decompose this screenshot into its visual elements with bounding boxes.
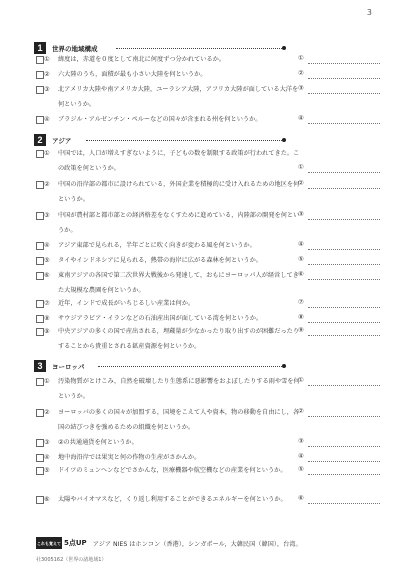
- answer-field[interactable]: [298, 82, 380, 96]
- question-text: 地中海沿岸では果実と何の作物の生産がさかんか。: [58, 454, 201, 461]
- question-number: ③: [44, 439, 50, 446]
- checkbox[interactable]: [36, 212, 44, 220]
- question-number: ⑧: [44, 315, 50, 322]
- question-number: ①: [44, 56, 50, 63]
- answer-line: [308, 416, 380, 417]
- question-number: ⑥: [44, 272, 50, 279]
- question-number: ④: [44, 242, 50, 249]
- answer-field[interactable]: [298, 161, 380, 175]
- answer-number: ②: [298, 69, 304, 77]
- checkbox[interactable]: [36, 300, 44, 308]
- question-text: ②の共通通貨を何というか。: [58, 439, 138, 446]
- tip-points: 5点UP: [64, 539, 87, 547]
- section-title: アジア: [52, 136, 72, 145]
- answer-number: ①: [298, 376, 304, 384]
- question-number: ③: [44, 212, 50, 219]
- checkbox[interactable]: [36, 328, 44, 336]
- question-text: 中国が農村部と都市部との経済格差をなくすために進めている，内陸部の開発を何というか。: [58, 212, 300, 234]
- question-text: アジア東部で見られる，半年ごとに吹く向きが変わる風を何というか。: [58, 242, 256, 249]
- answer-line: [308, 219, 380, 220]
- question-text: ドイツのミュンヘンなどでさかんな，医療機器や航空機などの産業を何というか。: [58, 467, 287, 474]
- question-text: タイやインドネシアに見られる，熱帯の海岸に広がる森林を何というか。: [58, 257, 262, 264]
- answer-field[interactable]: [298, 208, 380, 222]
- answer-field[interactable]: [298, 112, 380, 126]
- section-divider-dot: [282, 46, 286, 50]
- section-title: ヨーロッパ: [52, 362, 85, 371]
- answer-number: ⑦: [298, 298, 304, 306]
- answer-line: [308, 172, 380, 173]
- section-divider-dot: [282, 138, 286, 142]
- checkbox[interactable]: [36, 181, 44, 189]
- answer-number: ①: [298, 54, 304, 62]
- question-text: サウジアラビア・イランなどの石油産出国が面している湾を何というか。: [58, 315, 263, 322]
- section-divider: [116, 48, 282, 49]
- answer-line: [308, 249, 380, 250]
- page-number: 3: [366, 8, 372, 17]
- checkbox[interactable]: [36, 439, 44, 447]
- question-text: ヨーロッパの多くの国々が加盟する，国境をこえて人や資本，物の移動を自由にし，各国の結びつきを強めるための組織を何というか。: [58, 409, 300, 431]
- answer-line: [308, 264, 380, 265]
- checkbox[interactable]: [36, 116, 44, 124]
- answer-line: [308, 93, 380, 94]
- answer-number: ③: [298, 437, 304, 445]
- section-title: 世界の地域構成: [52, 44, 98, 53]
- checkbox[interactable]: [36, 86, 44, 94]
- section-divider: [86, 140, 282, 141]
- answer-field[interactable]: [298, 296, 380, 310]
- question-number: ②: [44, 71, 50, 78]
- answer-field[interactable]: [298, 463, 380, 477]
- answer-line: [308, 461, 380, 462]
- answer-field[interactable]: [298, 435, 380, 449]
- question-text: 中央アジアの多くの国で産出される，埋蔵量が少なかったり取り出すのが困難だったりすることから貴重とされる鉱産資源を何というか。: [58, 328, 300, 350]
- answer-number: ⑥: [298, 494, 304, 502]
- answer-field[interactable]: [298, 374, 380, 388]
- checkbox[interactable]: [36, 315, 44, 323]
- question-number: ⑤: [44, 257, 50, 264]
- answer-field[interactable]: [298, 238, 380, 252]
- checkbox[interactable]: [36, 496, 44, 504]
- section-number: 2: [34, 134, 46, 146]
- question-number: ③: [44, 86, 50, 93]
- question-text: 中国の沿岸部の都市に設けられている，外国企業を積極的に受け入れるための地区を何というか。: [58, 181, 300, 203]
- question-number: ⑤: [44, 467, 50, 474]
- answer-number: ⑤: [298, 255, 304, 263]
- checkbox[interactable]: [36, 150, 44, 158]
- section-divider: [98, 366, 282, 367]
- answer-number: ③: [298, 210, 304, 218]
- document-code: 社3005162（世界の諸地域1）: [36, 557, 107, 563]
- checkbox[interactable]: [36, 71, 44, 79]
- checkbox[interactable]: [36, 272, 44, 280]
- answer-number: ⑨: [298, 326, 304, 334]
- answer-line: [308, 279, 380, 280]
- answer-line: [308, 78, 380, 79]
- answer-line: [308, 307, 380, 308]
- checkbox[interactable]: [36, 242, 44, 250]
- answer-number: ④: [298, 114, 304, 122]
- answer-line: [308, 385, 380, 386]
- question-number: ①: [44, 150, 50, 157]
- checkbox[interactable]: [36, 467, 44, 475]
- section-header-3: [34, 360, 84, 372]
- answer-field[interactable]: [298, 67, 380, 81]
- question-number: ⑥: [44, 496, 50, 503]
- checkbox[interactable]: [36, 454, 44, 462]
- answer-line: [308, 63, 380, 64]
- answer-number: ⑧: [298, 313, 304, 321]
- section-divider-dot: [282, 364, 286, 368]
- question-text: 東南アジアの各国で第二次世界大戦後から発達して，おもにヨーロッパ人が経営してきた大規模な農園を何というか。: [58, 272, 299, 294]
- answer-number: ④: [298, 240, 304, 248]
- question-text: 六大陸のうち，面積が最も小さい大陸を何というか。: [58, 71, 207, 78]
- section-number: 3: [34, 360, 46, 372]
- answer-line: [308, 446, 380, 447]
- question-text: 汚染物質がとけこみ，自然を破壊したり生態系に悪影響をおよぼしたりする雨や雪を何というか。: [58, 378, 300, 400]
- question-text: ブラジル・アルゼンチン・ペルーなどの国々が含まれる州を何というか。: [58, 116, 262, 123]
- answer-field[interactable]: [298, 52, 380, 66]
- question-number: ④: [44, 116, 50, 123]
- answer-field[interactable]: [298, 405, 380, 419]
- answer-field[interactable]: [298, 253, 380, 267]
- answer-line: [308, 503, 380, 504]
- checkbox[interactable]: [36, 378, 44, 386]
- tip-text: アジア NIES はホンコン（香港），シンガポール，大韓民国（韓国），台湾。: [92, 540, 302, 548]
- section-number: 1: [34, 42, 46, 54]
- answer-number: ③: [298, 84, 304, 92]
- answer-number: ②: [298, 179, 304, 187]
- answer-field[interactable]: [298, 177, 380, 191]
- checkbox[interactable]: [36, 257, 44, 265]
- question-number: ④: [44, 454, 50, 461]
- question-text: 中国では，人口が増えすぎないように，子どもの数を制限する政策が行われてきた。この政策を何というか。: [58, 150, 300, 172]
- answer-number: ⑥: [298, 270, 304, 278]
- question-text: 太陽やバイオマスなど，くり返し利用することができるエネルギーを何というか。: [58, 496, 287, 503]
- answer-line: [308, 474, 380, 475]
- question-text: 近年，インドで成長がいちじるしい産業は何か。: [58, 300, 195, 307]
- answer-field[interactable]: [298, 324, 380, 338]
- question-text: 緯度は，赤道を０度として南北に何度ずつ分かれているか。: [58, 56, 226, 63]
- question-number: ⑦: [44, 300, 50, 307]
- footer-note: [36, 537, 302, 549]
- question-number: ①: [44, 378, 50, 385]
- tip-badge: これも覚えて: [36, 537, 62, 549]
- section-header-2: [34, 134, 71, 146]
- answer-number: ⑤: [298, 465, 304, 473]
- question-number: ②: [44, 409, 50, 416]
- question-number: ②: [44, 181, 50, 188]
- answer-field[interactable]: [298, 311, 380, 325]
- answer-field[interactable]: [298, 268, 380, 282]
- checkbox[interactable]: [36, 409, 44, 417]
- answer-field[interactable]: [298, 492, 380, 506]
- answer-line: [308, 322, 380, 323]
- question-text: 北アメリカ大陸や南アメリカ大陸，ユーラシア大陸，アフリカ大陸が面している大洋を何というか。: [58, 86, 299, 108]
- answer-number: ②: [298, 407, 304, 415]
- answer-line: [308, 188, 380, 189]
- answer-line: [308, 123, 380, 124]
- question-number: ⑨: [44, 328, 50, 335]
- answer-field[interactable]: [298, 450, 380, 464]
- answer-line: [308, 335, 380, 336]
- answer-number: ④: [298, 452, 304, 460]
- checkbox[interactable]: [36, 56, 44, 64]
- answer-number: ①: [298, 163, 304, 171]
